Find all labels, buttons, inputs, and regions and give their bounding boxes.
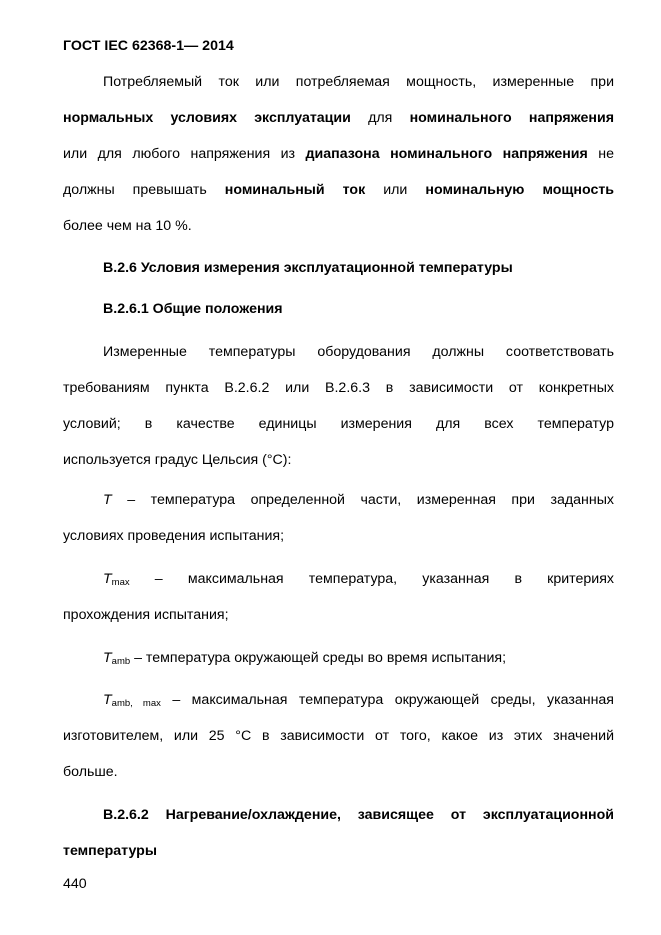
definition-tmax [63, 561, 614, 633]
symbol-t: T [103, 492, 112, 508]
term-rated-power: номинальную мощность [425, 182, 615, 198]
page-number: 440 [63, 876, 87, 892]
paragraph-line [63, 100, 614, 136]
paragraph-line: изготовителем, или 25 °C в зависимости от того, какое из этих значений [63, 728, 614, 744]
symbol-t: T [103, 692, 112, 708]
symbol-t: T [103, 571, 112, 587]
definition-tamb [63, 640, 614, 676]
section-heading-b261: B.2.6.1 Общие положения [103, 301, 283, 317]
text-fragment: или [365, 182, 426, 198]
paragraph-line [63, 172, 614, 208]
paragraph-line [63, 682, 614, 718]
section-heading-b262 [63, 797, 614, 869]
heading-line: температуры [63, 843, 157, 859]
paragraph-line: Измеренные температуры оборудования должны соответствовать [103, 344, 614, 360]
subscript-amb: amb [111, 656, 131, 667]
definition-t [63, 482, 614, 554]
paragraph-line: используется градус Цельсия (°C): [63, 452, 292, 468]
paragraph-line: требованиям пункта B.2.6.2 или B.2.6.3 в зависимости от конкретных [63, 380, 614, 396]
term-normal-conditions: нормальных условиях эксплуатации [63, 110, 351, 126]
paragraph-line: условиях проведения испытания; [63, 528, 285, 544]
symbol-t: T [103, 650, 112, 666]
paragraph-line [63, 482, 614, 518]
heading-line: B.2.6.2 Нагревание/охлаждение, зависящее от эксплуатационной [103, 807, 614, 823]
text-fragment: или для любого напряжения из [63, 146, 306, 162]
paragraph-line: больше. [63, 764, 118, 780]
text-fragment: не [587, 146, 615, 162]
subscript-amb-max: amb, max [111, 698, 161, 709]
definition-tambmax [63, 682, 614, 790]
paragraph-line: прохождения испытания; [63, 607, 229, 623]
text-fragment: – максимальная температура окружающей среды, указанная [160, 692, 614, 708]
paragraph-consumption [63, 64, 614, 244]
term-rated-current: номинальный ток [224, 182, 366, 198]
section-heading-b26: B.2.6 Условия измерения эксплуатационной температуры [103, 260, 513, 276]
text-fragment: должны превышать [63, 182, 225, 198]
standard-header: ГОСТ IEC 62368-1— 2014 [63, 38, 234, 54]
subscript-max: max [111, 577, 130, 588]
text-fragment: – максимальная температура, указанная в критериях [129, 571, 614, 587]
term-rated-voltage-range: диапазона номинального напряжения [305, 146, 588, 162]
paragraph-line: более чем на 10 %. [63, 218, 192, 234]
text-fragment: – температура окружающей среды во время испытания; [130, 650, 507, 666]
paragraph-line [63, 561, 614, 597]
paragraph-measured-temps [63, 334, 614, 478]
paragraph-line [63, 640, 614, 676]
term-rated-voltage: номинального напряжения [409, 110, 614, 126]
paragraph-line: условий; в качестве единицы измерения для всех температур [63, 416, 614, 432]
paragraph-line [63, 136, 614, 172]
text-fragment: – температура определенной части, измеренная при заданных [111, 492, 614, 508]
text-fragment: для [350, 110, 410, 126]
paragraph-line: Потребляемый ток или потребляемая мощность, измеренные при [103, 74, 614, 90]
